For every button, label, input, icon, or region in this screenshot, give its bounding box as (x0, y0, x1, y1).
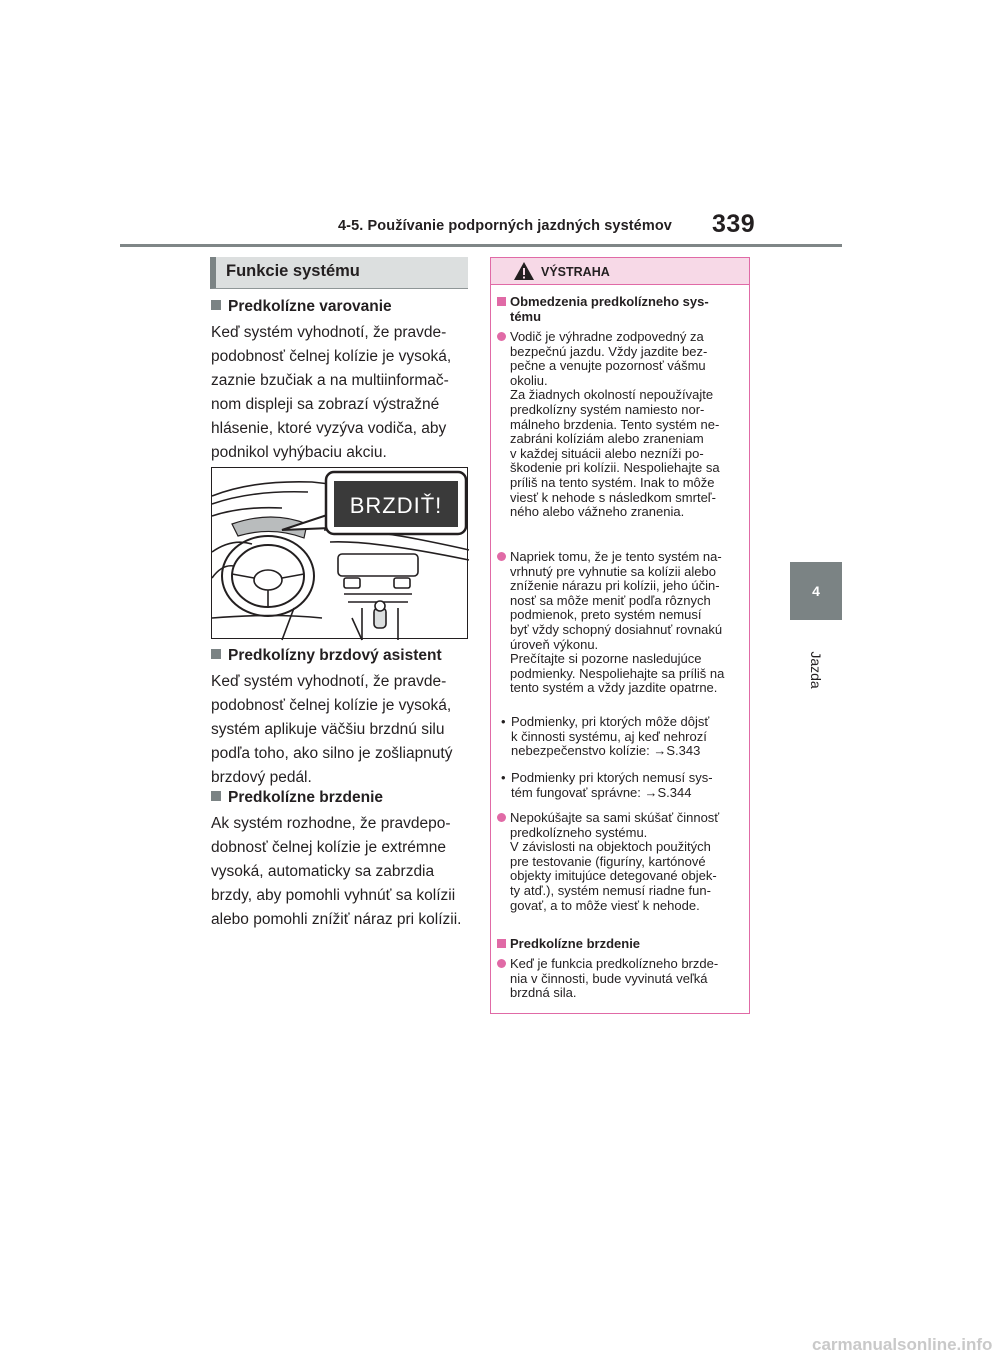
page-number: 339 (712, 210, 756, 238)
warning-subheading: Obmedzenia predkolízneho sys- tému (497, 294, 742, 324)
subsection-heading: Predkolízny brzdový asistent (211, 647, 442, 665)
section-title: Funkcie systému (226, 262, 360, 280)
running-header: 4-5. Používanie podporných jazdných systémov (338, 218, 672, 234)
paragraph: Keď systém vyhodnotí, že pravde- podobnosť čelnej kolízie je vysoká, zaznie bzučiak a na multiinformač- nom displeji sa zobrazí výstražné hlásenie, ktoré vyzýva vodiča, aby podnikol vyhýbaciu akciu. (211, 324, 452, 461)
square-bullet-icon (211, 791, 221, 801)
paragraph: Ak systém rozhodne, že pravdepo- dobnosť čelnej kolízie je extrémne vysoká, automaticky sa zabrzdia brzdy, aby pomohli vyhnúť sa kolízii alebo pomohli znížiť náraz pri kolízii. (211, 815, 462, 928)
chapter-number: 4 (812, 583, 820, 599)
header-rule (120, 244, 842, 247)
watermark: carmanualsonline.info (812, 1335, 992, 1354)
warning-paragraph: Vodič je výhradne zodpovedný za bezpečnú jazdu. Vždy jazdite bez- pečne a venujte pozornosť vášmu okoliu. Za žiadnych okolností nepoužívajte predkolízny systém namiesto nor- málneho brzdenia. Tento systém ne- zabráni kolíziám alebo zraneniam v každej situácii alebo nezníži po- škodenie pri kolízii. Nespoliehajte sa príliš na tento systém. Inak to môže viesť k nehode s následkom smrteľ- ného alebo vážneho zranenia. (497, 330, 743, 520)
chapter-tab[interactable] (790, 562, 842, 620)
paragraph: Keď systém vyhodnotí, že pravde- podobnosť čelnej kolízie je vysoká, systém aplikuje väčšiu brzdnú silu podľa toho, ako silno je zošliapnutý brzdový pedál. (211, 673, 453, 786)
warning-bullet: • Podmienky pri ktorých nemusí sys- tém fungovať správne: →S.344 (501, 771, 741, 800)
warning-subheading: Predkolízne brzdenie (497, 936, 742, 951)
warning-title: VÝSTRAHA (541, 265, 610, 279)
subsection-heading: Predkolízne brzdenie (211, 789, 383, 807)
warning-paragraph: Keď je funkcia predkolízneho brzde- nia v činnosti, bude vyvinutá veľká brzdná sila. (497, 957, 743, 1001)
dashboard-illustration (211, 467, 468, 639)
subsection-heading: Predkolízne varovanie (211, 298, 392, 316)
warning-header (491, 258, 749, 285)
warning-triangle-icon (513, 261, 535, 281)
square-bullet-icon (211, 300, 221, 310)
warning-bullet: • Podmienky, pri ktorých môže dôjsť k činnosti systému, aj keď nehrozí nebezpečenstvo kolízie: →S.343 (501, 715, 741, 759)
square-bullet-icon (211, 649, 221, 659)
chapter-label (786, 650, 846, 690)
chapter-label-text: Jazda (808, 651, 824, 689)
warning-paragraph: Napriek tomu, že je tento systém na- vrhnutý pre vyhnutie sa kolízii alebo zníženie nárazu pri kolízii, jeho účin- nosť sa môže meniť podľa rôznych podmienok, preto systém nemusí byť vždy schopný dosiahnuť rovnakú úroveň výkonu. Prečítajte si pozorne nasledujúce podmienky. Nespoliehajte sa príliš na tento systém a vždy jazdite opatrne. (497, 550, 743, 696)
section-heading (210, 257, 468, 289)
warning-box (490, 257, 750, 1014)
warning-paragraph: Nepokúšajte sa sami skúšať činnosť predkolízneho systému. V závislosti na objektoch použitých pre testovanie (figuríny, kartónové objekty imitujúce detegované objek- ty atď.), systém nemusí riadne fun- govať, a to môže viesť k nehode. (497, 811, 743, 913)
figure-display-text: BRZDIŤ! (349, 493, 443, 518)
